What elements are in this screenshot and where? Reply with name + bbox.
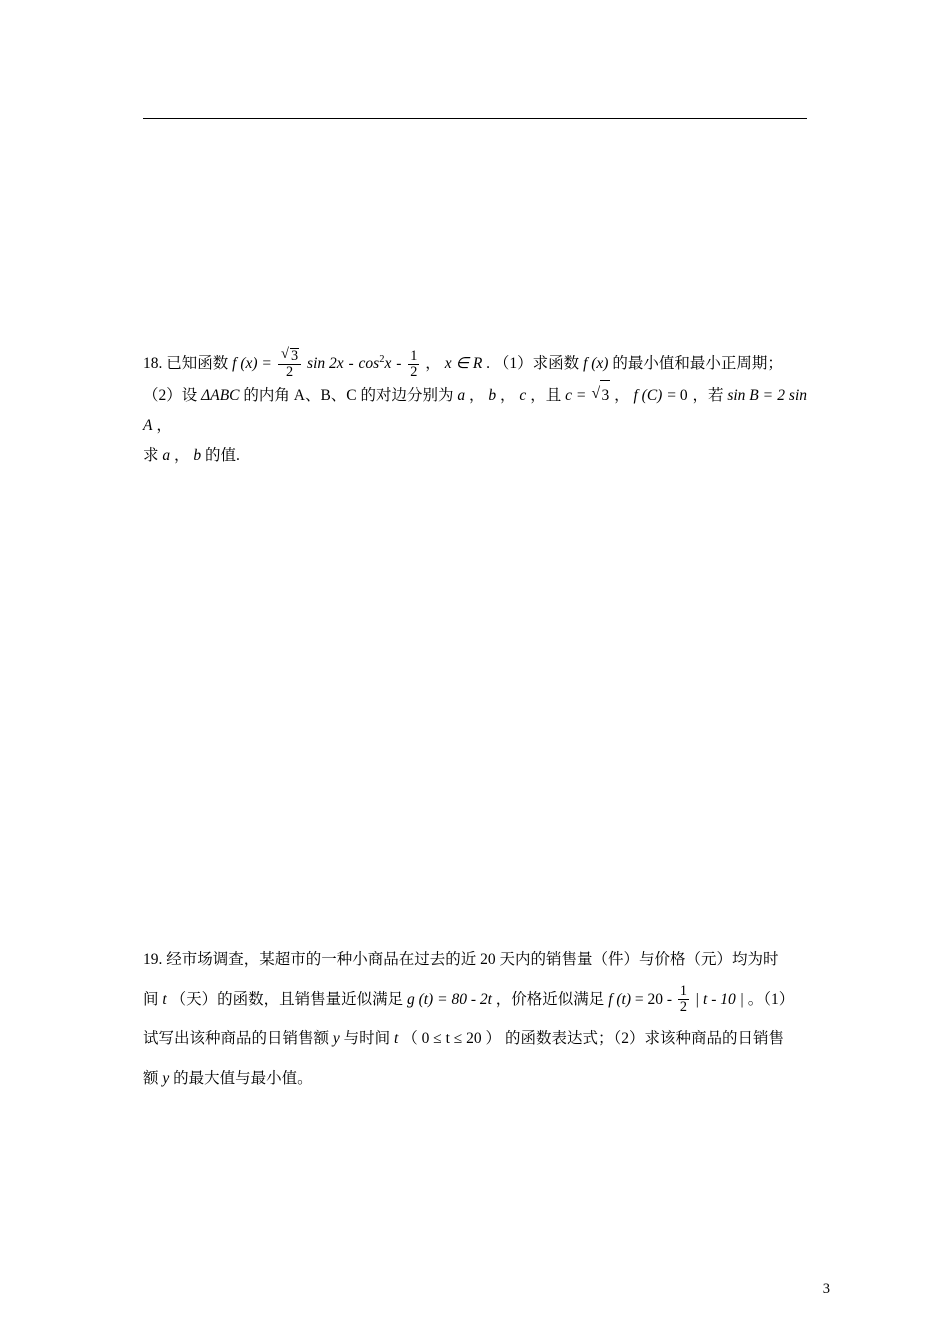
question-18-ask-head: 求 bbox=[143, 447, 159, 465]
cos-squared-x-term: $\cos^2x$ bbox=[358, 353, 392, 373]
one-half-fraction-q19 bbox=[678, 984, 689, 1015]
question-18-line-1 bbox=[143, 348, 815, 380]
fraction-denominator: 2 bbox=[278, 364, 301, 380]
question-18-part-1-tail: 的最小值和最小正周期； bbox=[612, 355, 783, 373]
g-of-t: g (t) bbox=[406, 990, 434, 1008]
t-range: （ 0 ≤ t ≤ 20 ） bbox=[402, 1030, 502, 1048]
f-of-C-equals-zero: = 0 bbox=[667, 386, 688, 404]
question-19-line3-mid: 与时间 bbox=[343, 1030, 391, 1048]
question-18 bbox=[143, 348, 815, 472]
question-18-line-3 bbox=[143, 441, 815, 471]
sinB-equals: = bbox=[763, 386, 773, 404]
question-19-line2-tail: 。（1） bbox=[747, 990, 795, 1008]
question-19-line-1 bbox=[143, 940, 815, 980]
separator-1: ， bbox=[469, 386, 485, 404]
question-18-line-2 bbox=[143, 380, 815, 441]
question-19-line4-head: 额 bbox=[143, 1069, 159, 1087]
sin-B: sin B bbox=[727, 386, 759, 404]
x-in-R-condition: x ∈ R bbox=[444, 355, 483, 373]
separator-6: ， bbox=[156, 417, 172, 435]
half-denominator-q19: 2 bbox=[679, 999, 688, 1016]
sqrt3-over-2-fraction bbox=[278, 348, 301, 380]
equals-sign: = bbox=[262, 355, 272, 373]
question-18-part-2-mid: 的内角 A、B、C 的对边分别为 bbox=[243, 386, 454, 404]
absolute-value-term: | t - 10 | bbox=[694, 990, 744, 1008]
minus-sign-1: - bbox=[348, 355, 354, 373]
question-19-line2-head: 间 bbox=[143, 990, 159, 1008]
side-c: c bbox=[519, 386, 527, 404]
page-number: 3 bbox=[822, 1281, 830, 1297]
question-19-line-3 bbox=[143, 1019, 815, 1059]
one-half-fraction bbox=[408, 349, 419, 380]
function-fx-label: f (x) bbox=[232, 355, 258, 373]
period-mark: . bbox=[486, 355, 491, 373]
question-19-line2-b: ，价格近似满足 bbox=[495, 990, 605, 1008]
question-19-text-1: 经市场调查，某超市的一种小商品在过去的近 20 天内的销售量（件）与价格（元）均为时 bbox=[166, 951, 779, 968]
question-19-line-4 bbox=[143, 1059, 815, 1099]
sales-variable-y-2: y bbox=[162, 1069, 170, 1087]
question-18-intro: 已知函数 bbox=[166, 355, 229, 373]
sqrt-3-value: √ 3 bbox=[591, 380, 610, 411]
g-of-t-expression: = 80 - 2t bbox=[437, 990, 492, 1008]
side-a: a bbox=[457, 386, 466, 404]
time-variable-t: t bbox=[162, 990, 167, 1008]
separator-3: ，且 bbox=[530, 386, 562, 404]
question-18-ask-tail: 的值. bbox=[205, 447, 240, 465]
triangle-abc: ΔABC bbox=[201, 386, 240, 404]
question-19-line4-tail: 的最大值与最小值。 bbox=[173, 1069, 313, 1087]
f-of-t: f (t) bbox=[608, 990, 631, 1008]
function-fx-label-2: f (x) bbox=[583, 355, 609, 373]
ask-side-b: b bbox=[193, 447, 202, 465]
question-19-line3-head: 试写出该种商品的日销售额 bbox=[143, 1030, 330, 1048]
minus-sign-2: - bbox=[396, 355, 402, 373]
half-numerator: 1 bbox=[410, 348, 418, 364]
fraction-numerator: √ 3 bbox=[278, 348, 301, 364]
f-of-C: f (C) bbox=[633, 386, 663, 404]
question-19-number: 19. bbox=[143, 951, 163, 968]
side-b: b bbox=[488, 386, 497, 404]
separator-2: ， bbox=[500, 386, 516, 404]
half-denominator: 2 bbox=[410, 363, 418, 380]
half-numerator-q19: 1 bbox=[679, 983, 688, 1000]
c-variable: c bbox=[565, 386, 572, 404]
question-18-part-1: （1）求函数 bbox=[493, 355, 580, 373]
two-sin-A: 2 sin A bbox=[143, 386, 807, 435]
question-19-line2-a: （天）的函数，且销售量近似满足 bbox=[170, 990, 404, 1008]
c-equals: = bbox=[576, 386, 586, 404]
time-variable-t-2: t bbox=[394, 1030, 399, 1048]
ask-separator: ， bbox=[174, 447, 190, 465]
sales-variable-y: y bbox=[332, 1030, 340, 1048]
f-of-t-expression: = 20 - bbox=[634, 990, 673, 1008]
question-19-line-2 bbox=[143, 980, 815, 1020]
separator-5: ，若 bbox=[692, 386, 724, 404]
comma-1: ， bbox=[425, 355, 441, 373]
question-19-line3-tail: 的函数表达式；（2）求该种商品的日销售 bbox=[504, 1030, 784, 1048]
question-18-part-2-head: （2）设 bbox=[143, 386, 198, 404]
ask-side-a: a bbox=[162, 447, 171, 465]
question-18-number: 18. bbox=[143, 355, 163, 373]
question-19 bbox=[143, 940, 815, 1098]
separator-4: ， bbox=[614, 386, 630, 404]
sin-2x-term: sin 2x bbox=[307, 355, 344, 373]
header-divider-rule bbox=[143, 118, 807, 119]
